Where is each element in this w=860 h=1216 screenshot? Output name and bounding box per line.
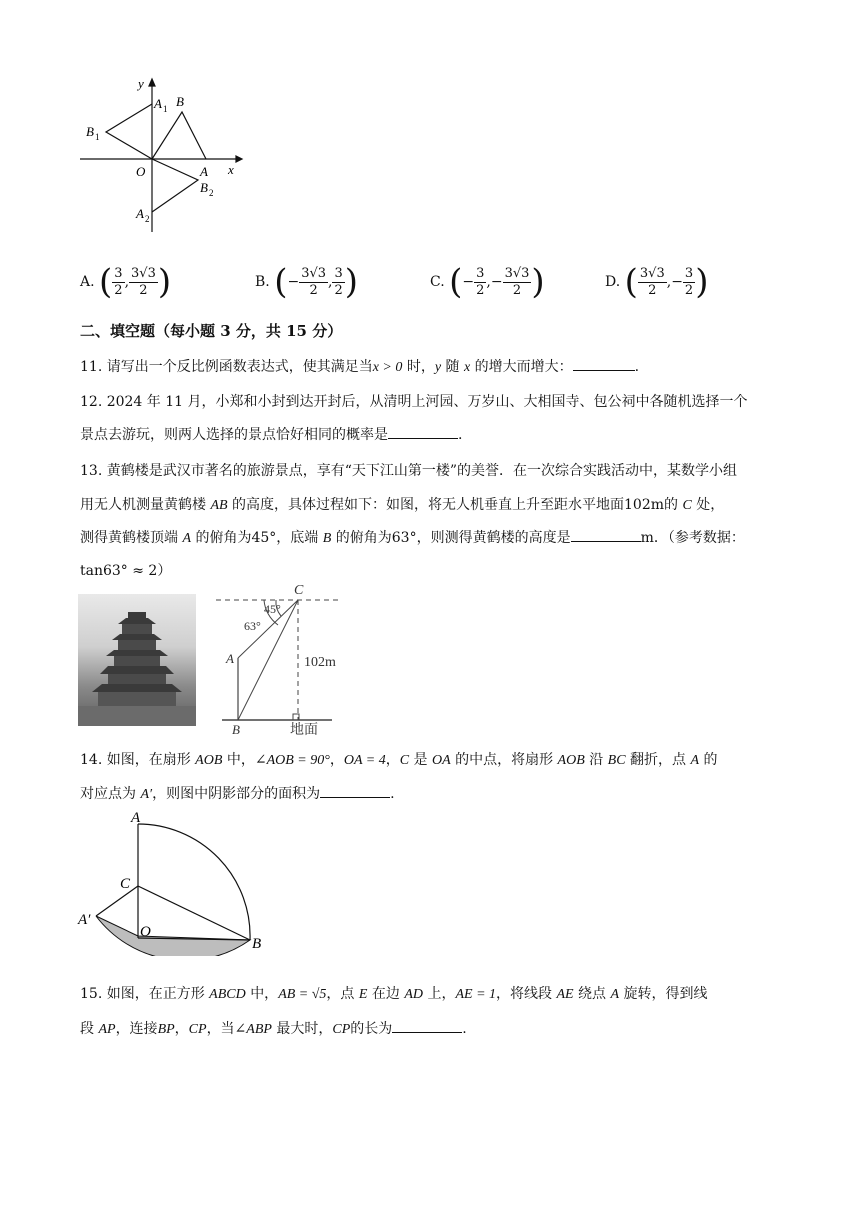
svg-text:A: A [154,96,162,111]
svg-text:B: B [200,180,208,195]
svg-text:C: C [294,583,304,598]
answer-blank-11[interactable] [573,358,635,371]
yellow-crane-tower-photo [78,594,196,726]
svg-text:102m: 102m [304,655,336,670]
svg-text:O: O [136,164,146,179]
option-c[interactable]: C. (− $\frac{3}{2}$ ,− $\frac{3√3}{2}$ ) [430,262,545,302]
sightline-cb [238,600,298,720]
svg-text:A: A [226,651,234,666]
triangle-oa2b2 [152,159,198,212]
q10-coordinate-figure [78,74,248,236]
question-15-line-1: 15. 如图，在正方形 ABCD 中，AB = √5，点 E 在边 AD 上，AE = 1，将线段 AE 绕点 A 旋转，得到线 [80,986,708,1002]
svg-text:B: B [86,124,94,139]
svg-text:C: C [120,876,131,892]
question-15-line-2: 段 AP，连接BP，CP，当∠ABP 最大时，CP的长为 . [80,1021,467,1037]
svg-text:2: 2 [209,188,214,198]
svg-text:B: B [232,722,240,736]
svg-text:A: A [131,810,141,826]
question-14-line-2: 对应点为 A′，则图中阴影部分的面积为 . [80,786,395,802]
question-13-line-2: 用无人机测量黄鹤楼 AB 的高度，具体过程如下：如图，将无人机垂直上升至距水平地面102m的 C 处， [80,497,725,513]
svg-text:O: O [140,924,151,940]
option-d[interactable]: D. ( $\frac{3√3}{2}$ ,− $\frac{3}{2}$ ) [605,262,709,302]
question-11: 11. 请写出一个反比例函数表达式，使其满足当x > 0 时，y 随 x 的增大而增大： . [80,359,640,375]
svg-text:2: 2 [145,214,150,224]
triangle-oab [152,112,206,159]
svg-text:B: B [176,94,184,109]
svg-text:y: y [138,76,144,91]
q13-drone-figure [214,582,364,736]
question-13-line-1: 13. 黄鹤楼是武汉市著名的旅游景点，享有“天下江山第一楼”的美誉．在一次综合实践活动中，某数学小组 [80,463,738,479]
triangle-oa1b1 [106,104,152,159]
question-13-line-4: tan63° ≈ 2） [80,563,172,579]
svg-text:1: 1 [95,132,100,142]
svg-text:1: 1 [163,104,168,114]
answer-blank-13[interactable] [571,529,641,542]
question-13-line-3: 测得黄鹤楼顶端 A 的俯角为45°，底端 B 的俯角为63°，则测得黄鹤楼的高度是 m．（参考数据： [80,530,745,546]
svg-text:A: A [136,206,144,221]
arc-ab [138,824,250,940]
answer-blank-14[interactable] [320,785,390,798]
svg-text:63°: 63° [244,619,261,633]
option-b[interactable]: B. (− $\frac{3√3}{2}$ , $\frac{3}{2}$ ) [255,262,359,302]
section-title: 二、填空题（每小题 3 分，共 15 分） [80,322,343,340]
shaded-region [96,916,250,956]
svg-text:B: B [252,936,262,952]
svg-text:A: A [200,164,208,179]
svg-text:x: x [228,162,234,177]
question-12-line-1: 12. 2024 年 11 月，小郑和小封到达开封后，从清明上河园、万岁山、大相国寺、包公祠中各随机选择一个 [80,394,748,410]
svg-text:A′: A′ [78,912,91,928]
answer-blank-15[interactable] [392,1020,462,1033]
question-12-line-2: 景点去游玩，则两人选择的景点恰好相同的概率是 . [80,427,463,443]
segment-ca-prime [96,886,138,916]
svg-text:地面: 地面 [290,723,318,736]
option-a[interactable]: A. ( $\frac{3}{2}$ , $\frac{3√3}{2}$ ) [80,262,172,302]
question-14-line-1: 14. 如图，在扇形 AOB 中，∠AOB = 90°，OA = 4，C 是 OA 的中点，将扇形 AOB 沿 BC 翻折，点 A 的 [80,752,718,768]
fold-line-bc [138,886,250,940]
answer-blank-12[interactable] [388,426,458,439]
q14-sector-figure [76,806,276,956]
svg-text:45°: 45° [264,602,281,616]
